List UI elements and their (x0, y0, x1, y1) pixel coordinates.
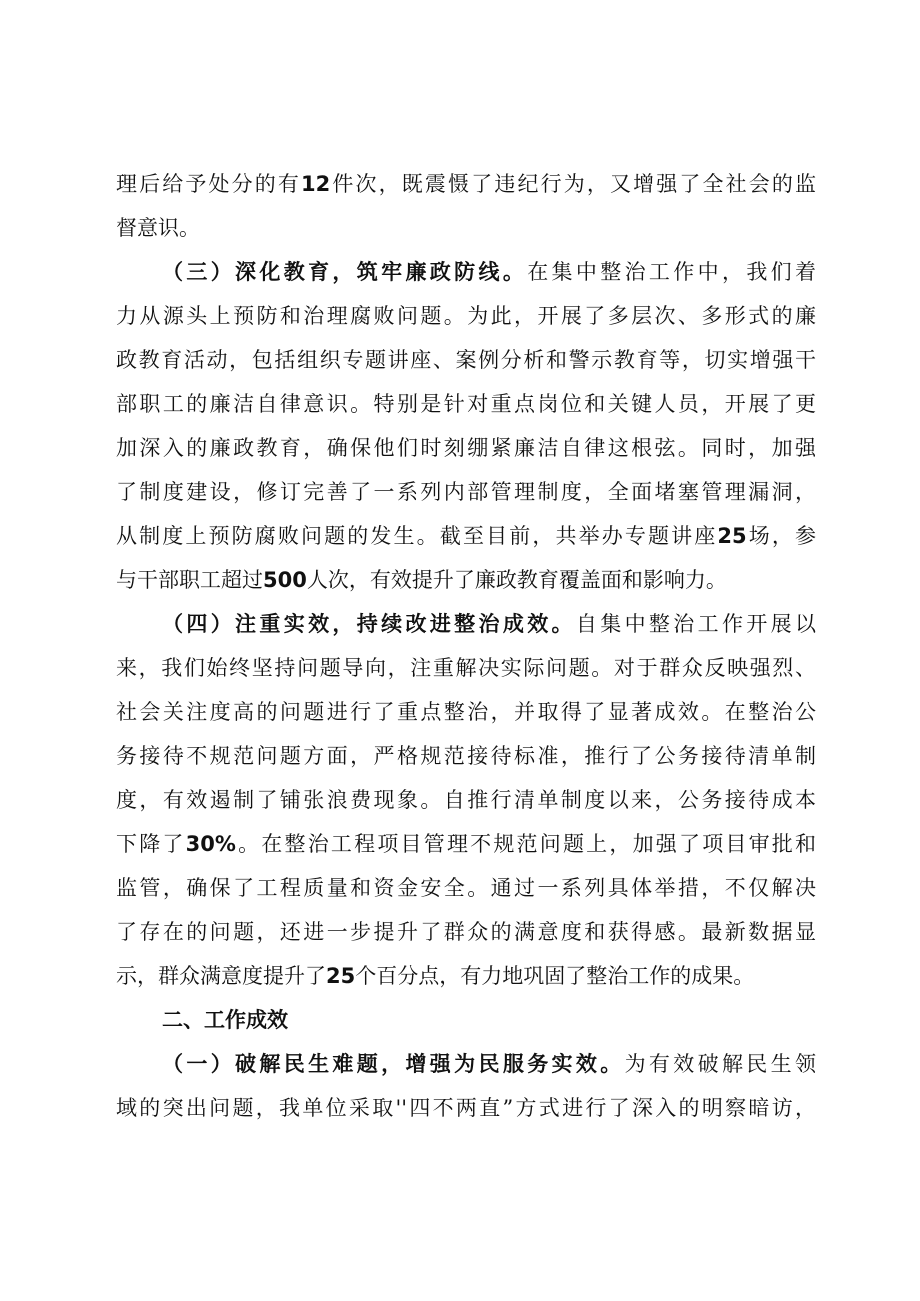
bold-number: 25 (717, 524, 747, 548)
text-run: 。在整治工程项目管理不规范问题上，加强了项目审批和 (235, 832, 817, 856)
paragraph-line: 力从源头上预防和治理腐败问题。为此，开展了多层次、多形式的廉 (116, 304, 816, 328)
text-run: 个百分点，有力地巩固了整治工作的成果。 (355, 964, 755, 988)
paragraph-line: 政教育活动，包括组织专题讲座、案例分析和警示教育等，切实增强干 (116, 348, 816, 372)
text-run: 自集中整治工作开展以 (575, 612, 817, 636)
text-run: 示，群众满意度提升了 (116, 964, 326, 988)
paragraph-line (116, 822, 816, 866)
text-run: 从制度上预防腐败问题的发生。截至目前，共举办专题讲座 (116, 524, 718, 548)
bold-number: 500 (263, 568, 307, 592)
paragraph-line (162, 602, 816, 646)
paragraph-line: 督意识。 (116, 216, 200, 240)
paragraph-line: 域的突出问题，我单位采取''四不两直”方式进行了深入的明察暗访， (116, 1096, 816, 1120)
paragraph-line: 了存在的问题，还进一步提升了群众的满意度和获得感。最新数据显 (116, 920, 816, 944)
bold-number: 12 (301, 172, 331, 196)
paragraph-line: 部职工的廉洁自律意识。特别是针对重点岗位和关键人员，开展了更 (116, 392, 816, 416)
paragraph-line: 监管，确保了工程质量和资金安全。通过一系列具体举措，不仅解决 (116, 876, 816, 900)
text-run: 件次，既震慑了违纪行为，又增强了全社会的监 (330, 172, 817, 196)
paragraph-line: 了制度建设，修订完善了一系列内部管理制度，全面堵塞管理漏洞， (116, 480, 816, 504)
paragraph-line (116, 558, 816, 602)
section-heading: 二、工作成效 (162, 1008, 288, 1032)
paragraph-line: 加深入的廉政教育，确保他们时刻绷紧廉洁自律这根弦。同时，加强 (116, 436, 816, 460)
bold-number: 25 (326, 964, 356, 988)
paragraph-line: 度，有效遏制了铺张浪费现象。自推行清单制度以来，公务接待成本 (116, 788, 816, 812)
text-run: 下降了 (116, 832, 186, 856)
text-run: 场，参 (746, 524, 816, 548)
paragraph-line (116, 514, 816, 558)
paragraph-line: 来，我们始终坚持问题导向，注重解决实际问题。对于群众反映强烈、 (116, 656, 816, 680)
text-run: 理后给予处分的有 (116, 172, 302, 196)
paragraph-heading: （四）注重实效，持续改进整治成效。 (162, 612, 576, 636)
paragraph-heading: （三）深化教育，筑牢廉政防线。 (162, 260, 528, 284)
text-run: 与干部职工超过 (116, 568, 263, 592)
text-run: 为有效破解民生领 (624, 1052, 817, 1076)
paragraph-heading: （一）破解民生难题，增强为民服务实效。 (162, 1052, 625, 1076)
paragraph-line (116, 954, 816, 998)
paragraph-line (116, 162, 816, 206)
text-run: 人次，有效提升了廉政教育覆盖面和影响力。 (306, 568, 727, 592)
paragraph-line: 务接待不规范问题方面，严格规范接待标准，推行了公务接待清单制 (116, 744, 816, 768)
paragraph-line (162, 1042, 816, 1086)
paragraph-line: 社会关注度高的问题进行了重点整治，并取得了显著成效。在整治公 (116, 700, 816, 724)
bold-number: 30% (185, 832, 236, 856)
paragraph-line (162, 250, 816, 294)
text-run: 在集中整治工作中，我们着 (527, 260, 817, 284)
